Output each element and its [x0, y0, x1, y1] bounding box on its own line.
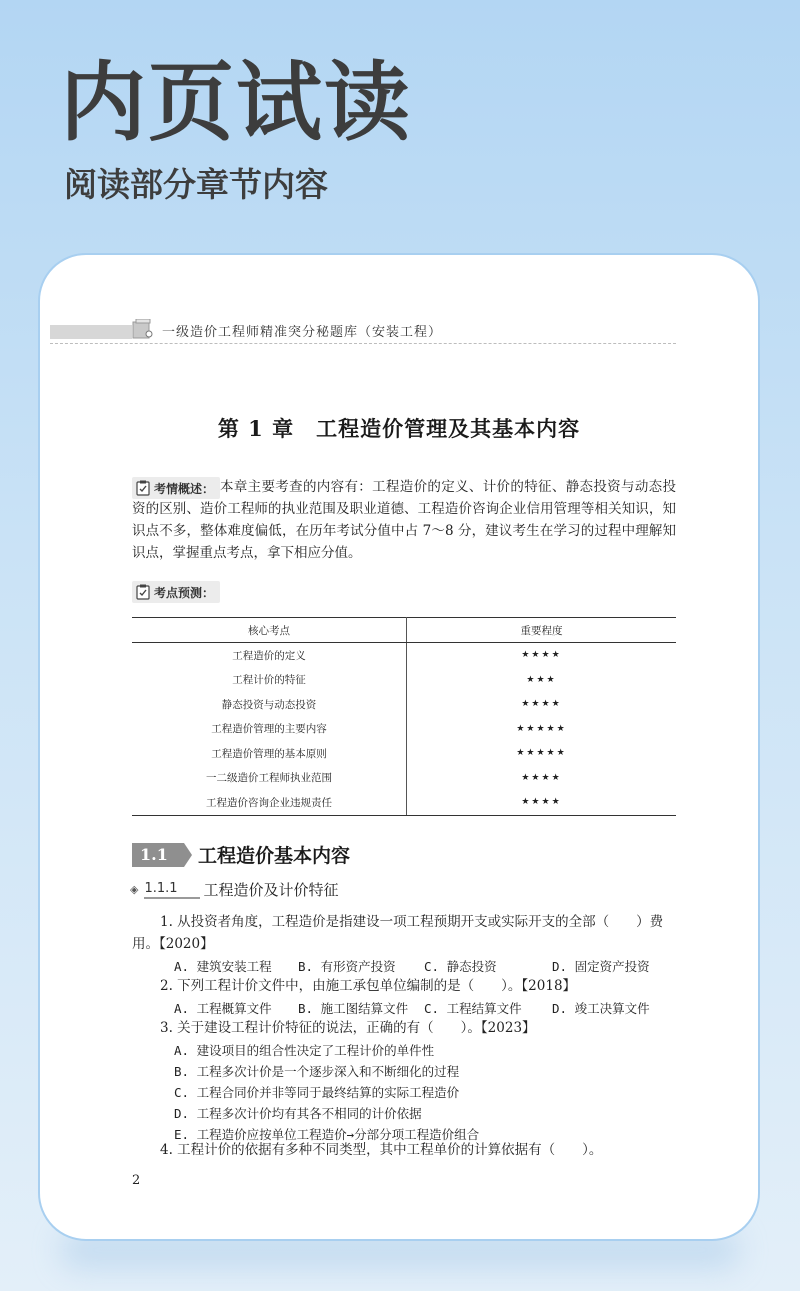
question-3-option-b: B. 工程多次计价是一个逐步深入和不断细化的过程 — [174, 1064, 460, 1079]
table-row — [132, 717, 676, 742]
importance-stars: ★★★★ — [521, 650, 562, 661]
question-2-stem: 2. 下列工程计价文件中，由施工承包单位编制的是（ ）。【2018】 — [160, 978, 577, 994]
subsection-number: 1.1.1 — [144, 881, 199, 899]
question-4-stem: 4. 工程计价的依据有多种不同类型，其中工程单价的计算依据有（ ）。 — [160, 1142, 603, 1158]
topic-cell: 工程计价的特征 — [132, 668, 407, 693]
section-number-badge: 1.1 — [132, 843, 184, 867]
table-header-row — [132, 618, 676, 643]
importance-stars: ★★★ — [526, 674, 557, 685]
importance-stars: ★★★★ — [521, 772, 562, 783]
prediction-tag — [132, 581, 220, 603]
table-row — [132, 766, 676, 791]
subsection-title: 工程造价及计价特征 — [203, 881, 339, 899]
question-2-option-d: D. 竣工决算文件 — [552, 1001, 650, 1016]
header-divider — [50, 343, 676, 344]
question-3-option-d: D. 工程多次计价均有其各不相同的计价依据 — [174, 1106, 422, 1121]
question-1-option-a: A. 建筑安装工程 — [174, 959, 272, 974]
column-header-importance: 重要程度 — [407, 618, 677, 643]
table-row — [132, 692, 676, 717]
question-1-option-d: D. 固定资产投资 — [552, 959, 650, 974]
running-header: 一级造价工程师精准突分秘题库（安装工程） — [162, 325, 443, 340]
page-number: 2 — [132, 1173, 141, 1188]
overview-text: 本章主要考查的内容有：工程造价的定义、计价的特征、静态投资与动态投资的区别、造价工程师的执业范围及职业道德、工程造价咨询企业信用管理等相关知识，知识点不多，整体难度偏低，在历年考试分值中占 7～8 分，建议考生在学习的过程中理解知识点，掌握重点考点，拿下相应分值。 — [132, 479, 676, 561]
topic-cell: 工程造价管理的主要内容 — [132, 717, 407, 742]
question-1-option-c: C. 静态投资 — [424, 959, 497, 974]
topic-cell: 静态投资与动态投资 — [132, 692, 407, 717]
column-header-topic: 核心考点 — [132, 618, 407, 643]
clipboard-icon — [136, 584, 150, 600]
prediction-tag-label: 考点预测： — [154, 585, 215, 600]
question-3-stem: 3. 关于建设工程计价特征的说法，正确的有（ ）。【2023】 — [160, 1020, 536, 1036]
clipboard-icon — [136, 480, 150, 496]
table-row — [132, 668, 676, 693]
overview-tag-label: 考情概述： — [154, 481, 215, 496]
importance-stars: ★★★★★ — [516, 723, 567, 734]
table-row — [132, 790, 676, 815]
importance-stars: ★★★★ — [521, 699, 562, 710]
running-header-bar — [50, 325, 132, 339]
subsection-heading — [130, 879, 339, 900]
table-row — [132, 643, 676, 668]
book-page-card — [38, 253, 760, 1241]
overview-tag — [132, 477, 220, 499]
question-3-option-c: C. 工程合同价并非等同于最终结算的实际工程造价 — [174, 1085, 460, 1100]
hero-title: 内页试读 — [60, 53, 412, 153]
diamond-icon: ◈ — [130, 883, 139, 896]
section-title: 工程造价基本内容 — [198, 845, 351, 867]
topic-cell: 工程造价咨询企业违规责任 — [132, 790, 407, 815]
question-2-option-a: A. 工程概算文件 — [174, 1001, 272, 1016]
question-3-option-e: E. 工程造价应按单位工程造价→分部分项工程造价组合 — [174, 1127, 480, 1142]
question-2-option-b: B. 施工图结算文件 — [298, 1001, 409, 1016]
hero-subtitle: 阅读部分章节内容 — [64, 165, 328, 204]
table-row — [132, 741, 676, 766]
book-icon — [132, 319, 154, 339]
question-3-option-a: A. 建设项目的组合性决定了工程计价的单件性 — [174, 1043, 435, 1058]
key-points-table — [132, 617, 676, 816]
topic-cell: 工程造价管理的基本原则 — [132, 741, 407, 766]
topic-cell: 工程造价的定义 — [132, 643, 407, 668]
section-badge-arrow — [184, 843, 192, 867]
question-1-stem: 1. 从投资者角度，工程造价是指建设一项工程预期开支或实际开支的全部（ ）费用。【2020】 — [132, 914, 664, 952]
importance-stars: ★★★★★ — [516, 748, 567, 759]
importance-stars: ★★★★ — [407, 790, 677, 815]
chapter-title: 第 1 章 工程造价管理及其基本内容 — [217, 416, 581, 441]
question-1-option-b: B. 有形资产投资 — [298, 959, 396, 974]
topic-cell: 一二级造价工程师执业范围 — [132, 766, 407, 791]
question-2-option-c: C. 工程结算文件 — [424, 1001, 522, 1016]
